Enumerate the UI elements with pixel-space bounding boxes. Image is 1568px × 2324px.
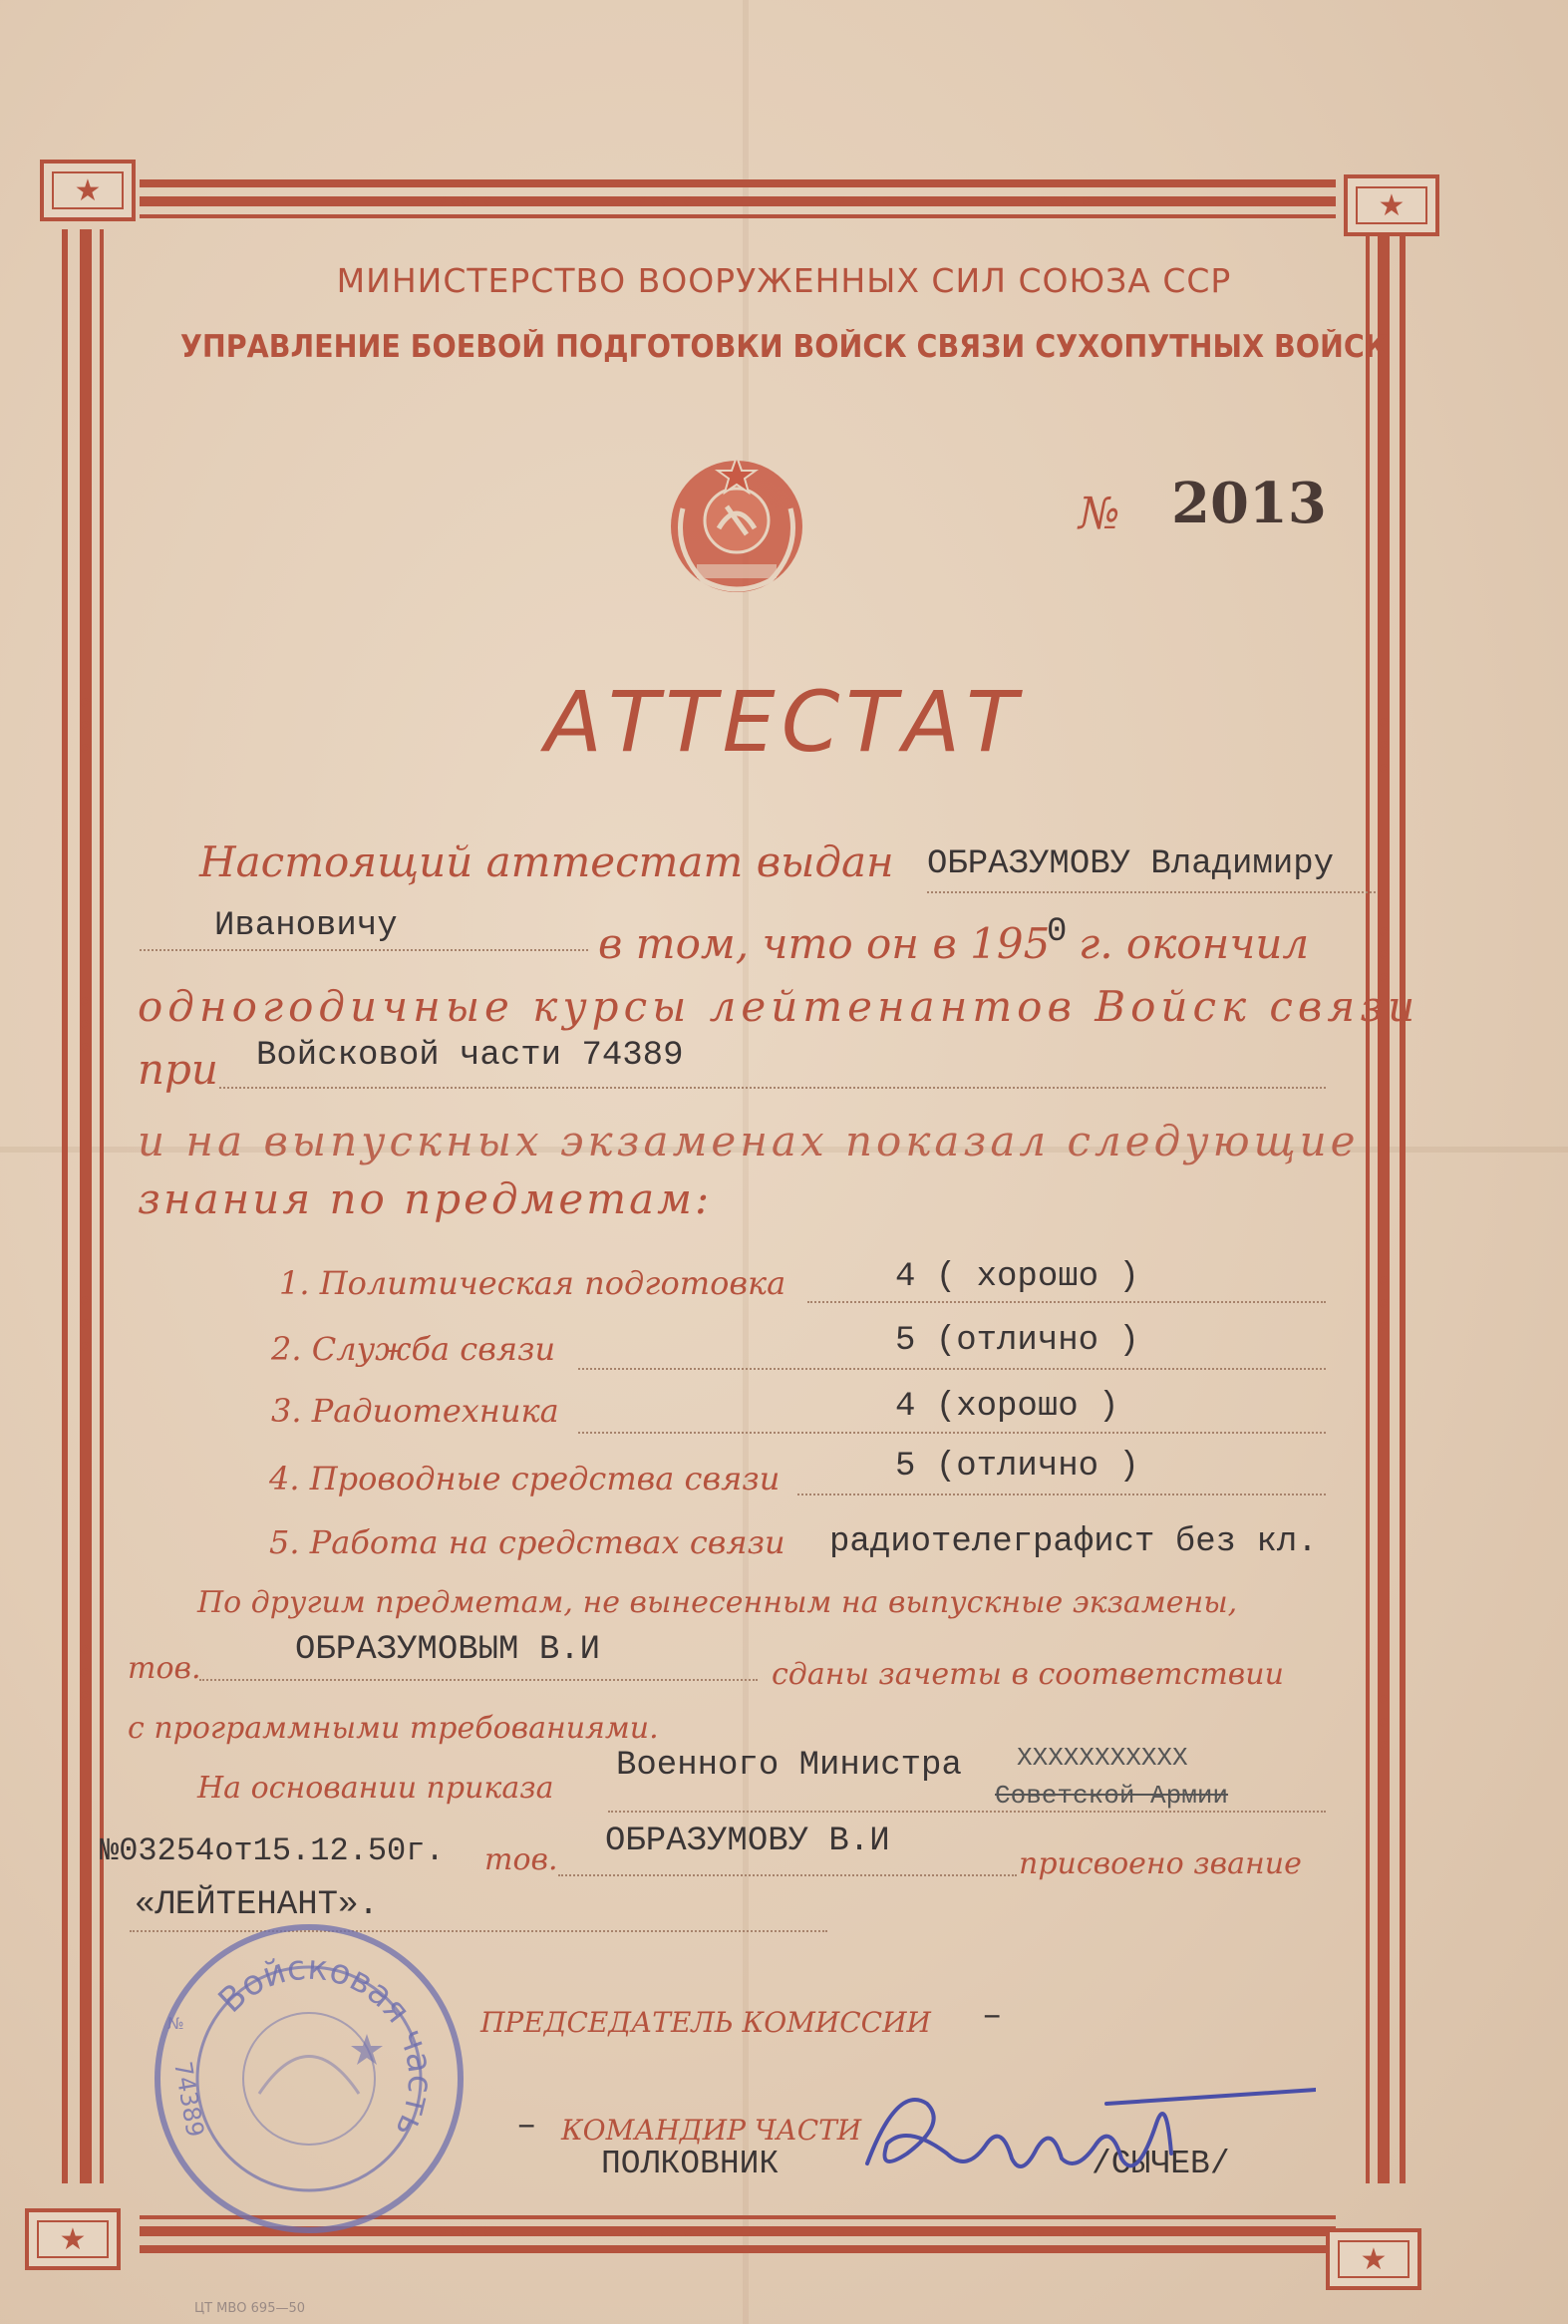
- military-unit: Войсковой части 74389: [256, 1037, 684, 1075]
- tov-label: тов.: [128, 1651, 201, 1686]
- order-basis-label: На основании приказа: [197, 1771, 554, 1806]
- passed-label: сданы зачеты в соответствии: [772, 1657, 1284, 1692]
- exam-line-1: и на выпускных экзаменах показал следующие: [138, 1117, 1360, 1165]
- order-tov-label: тов.: [484, 1842, 558, 1877]
- completed-suffix: г. окончил: [1079, 919, 1310, 968]
- order-number-date: №03254от15.12.50г.: [100, 1832, 445, 1869]
- star-icon: ★: [37, 2220, 109, 2258]
- subject-grade: 5 (отлично ): [895, 1448, 1139, 1486]
- corner-star-bottom-left: [25, 2208, 121, 2270]
- exam-line-2: знания по предметам:: [138, 1174, 713, 1223]
- commander-rank: ПОЛКОВНИК: [601, 2146, 780, 2182]
- at-label: при: [138, 1045, 218, 1094]
- subject-grade: 4 ( хорошо ): [895, 1258, 1139, 1296]
- rank-assigned: «ЛЕЙТЕНАНТ».: [135, 1886, 379, 1924]
- struck-text-2: Советской Армии: [995, 1781, 1229, 1811]
- subject-label: 5. Работа на средствах связи: [269, 1523, 785, 1561]
- subject-grade: радиотелеграфист без кл.: [829, 1523, 1318, 1561]
- course-line: одногодичные курсы лейтенантов Войск связи: [138, 982, 1420, 1031]
- subject-grade: 4 (хорошо ): [895, 1388, 1119, 1426]
- handwritten-signature: [837, 2064, 1316, 2203]
- stamp-number: 74389: [168, 2059, 209, 2140]
- star-icon: ★: [1338, 2240, 1410, 2278]
- other-subjects-line: По другим предметам, не вынесенным на выпускные экзамены,: [197, 1585, 1238, 1620]
- completed-label: в том, что он в 195: [598, 919, 1051, 968]
- corner-star-bottom-right: [1326, 2228, 1421, 2290]
- subject-label: 3. Радиотехника: [271, 1392, 559, 1430]
- chairman-label: ПРЕДСЕДАТЕЛЬ КОМИССИИ: [480, 2006, 931, 2039]
- commander-dash: –: [516, 2108, 537, 2146]
- program-line: с программными требованиями.: [128, 1711, 659, 1746]
- chairman-dash: –: [982, 1998, 1003, 2036]
- subject-label: 2. Служба связи: [271, 1330, 556, 1368]
- assigned-label: присвоено звание: [1019, 1846, 1302, 1881]
- number-sign: №: [1079, 489, 1120, 539]
- ministry-heading: МИНИСТЕРСТВО ВООРУЖЕННЫХ СИЛ СОЮЗА ССР: [336, 261, 1232, 300]
- issued-label: Настоящий аттестат выдан: [199, 837, 894, 886]
- corner-star-top-right: [1344, 174, 1439, 236]
- recipient-patronymic: Ивановичу: [214, 907, 398, 945]
- name-instrumental: ОБРАЗУМОВЫМ В.И: [295, 1631, 601, 1669]
- commander-label: КОМАНДИР ЧАСТИ: [561, 2114, 862, 2147]
- corner-star-top-left: [40, 160, 136, 221]
- stamp-text: Войсковая часть: [210, 1947, 441, 2145]
- print-code: ЦТ МВО 695—50: [194, 2301, 306, 2316]
- name-dative: ОБРАЗУМОВУ В.И: [605, 1823, 890, 1860]
- document-title: АТТЕСТАТ: [544, 673, 1024, 771]
- star-icon: ★: [52, 171, 124, 209]
- round-stamp: [150, 1919, 469, 2238]
- stamp-prefix: №: [167, 2014, 184, 2033]
- struck-text-1: ХХХХХХХХХХХ: [1017, 1743, 1188, 1773]
- subject-label: 4. Проводные средства связи: [269, 1460, 781, 1497]
- state-emblem-icon: [663, 449, 810, 596]
- svg-text:Войсковая часть: [208, 1919, 469, 2162]
- subject-grade: 5 (отлично ): [895, 1322, 1139, 1360]
- department-heading: УПРАВЛЕНИЕ БОЕВОЙ ПОДГОТОВКИ ВОЙСК СВЯЗИ СУХОПУТНЫХ ВОЙСК: [179, 329, 1389, 365]
- certificate-number: 2013: [1171, 471, 1327, 536]
- order-issuer: Военного Министра: [616, 1747, 962, 1785]
- commander-name: /СЫЧЕВ/: [1092, 2146, 1230, 2182]
- recipient-name: ОБРАЗУМОВУ Владимиру: [927, 845, 1335, 883]
- subject-label: 1. Политическая подготовка: [279, 1264, 786, 1302]
- star-icon: ★: [1356, 186, 1427, 224]
- year-digit: 0: [1047, 913, 1068, 951]
